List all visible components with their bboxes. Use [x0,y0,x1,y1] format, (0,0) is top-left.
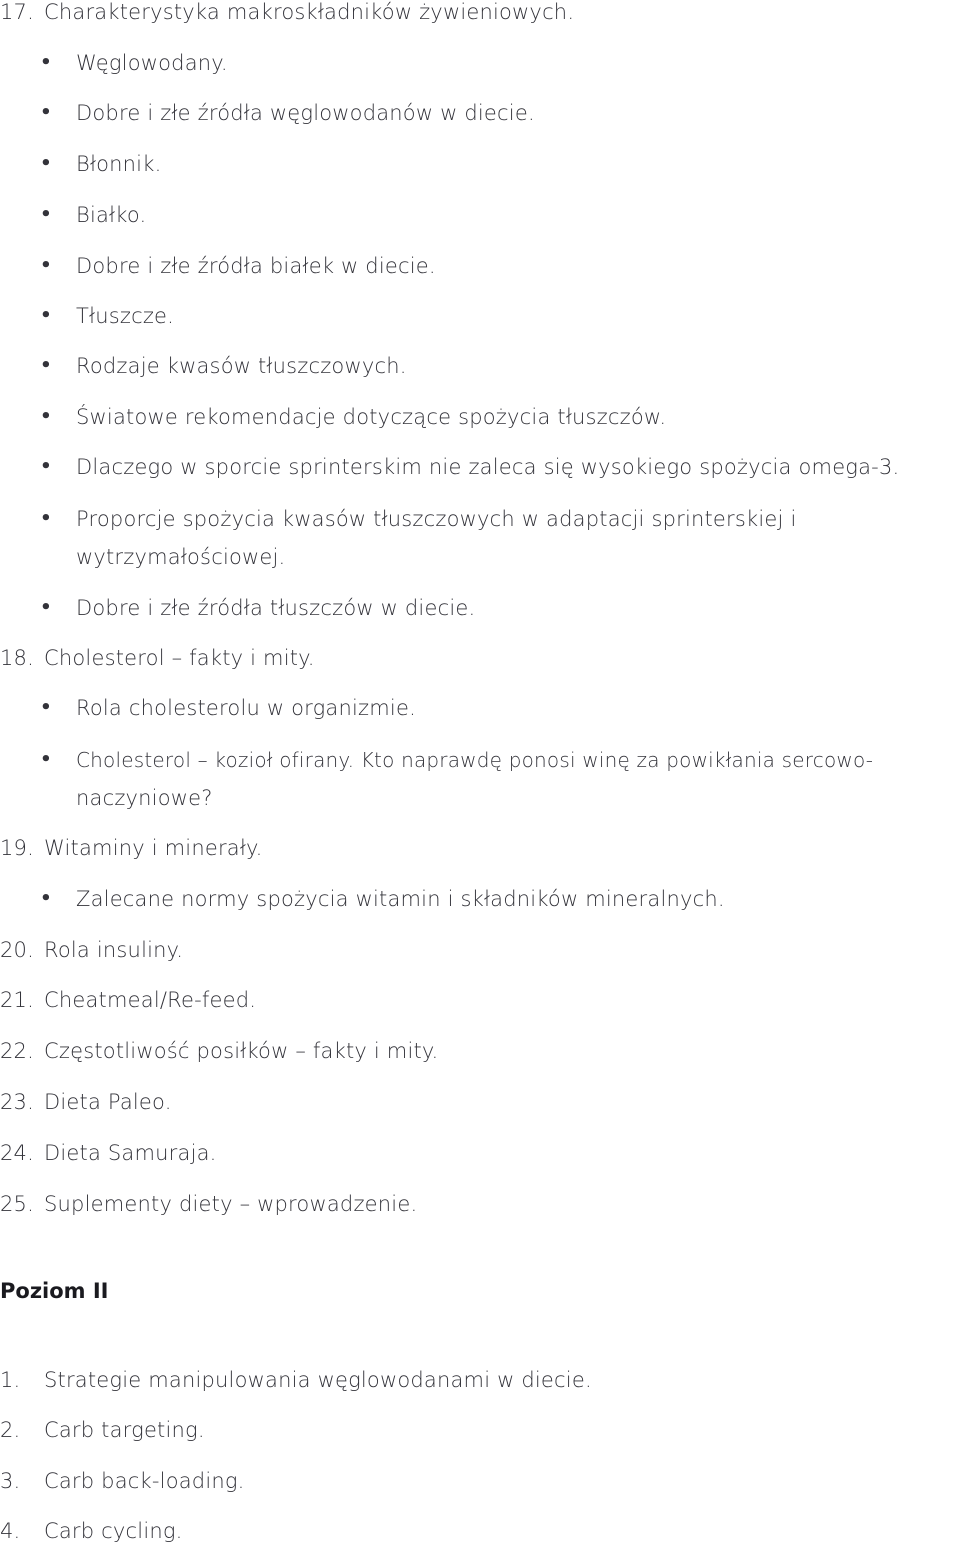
item-text: Dlaczego w sporcie sprinterskim nie zaleca się wysokiego spożycia omega-3. [76,455,900,479]
bullet-icon: • [40,52,52,73]
item-text-continuation: wytrzymałościowej. [76,545,286,569]
item-number: 1. [0,1368,21,1392]
bullet-icon: • [40,355,52,376]
item-text: Cholesterol – kozioł ofirany. Kto naprawdę ponosi winę za powikłania sercowo- [76,748,874,772]
item-number: 24. [0,1141,34,1165]
item-number: 25. [0,1192,34,1216]
bullet-icon: • [40,697,52,718]
item-text: Carb targeting. [44,1418,205,1442]
item-number: 18. [0,646,34,670]
item-number: 21. [0,988,34,1012]
item-text: Światowe rekomendacje dotyczące spożycia tłuszczów. [76,405,667,429]
item-text: Zalecane normy spożycia witamin i składników mineralnych. [76,887,725,911]
bullet-icon: • [40,102,52,123]
item-text-continuation: naczyniowe? [76,786,213,810]
item-text: Dieta Paleo. [44,1090,172,1114]
item-text: Carb back-loading. [44,1469,245,1493]
item-number: 3. [0,1469,21,1493]
item-text: Dobre i złe źródła białek w diecie. [76,254,436,278]
bullet-icon: • [40,406,52,427]
item-text: Dobre i złe źródła tłuszczów w diecie. [76,596,476,620]
item-text: Cholesterol – fakty i mity. [44,646,315,670]
item-text: Proporcje spożycia kwasów tłuszczowych w adaptacji sprinterskiej i [76,507,797,531]
item-number: 17. [0,0,34,24]
bullet-icon: • [40,749,52,770]
section-heading: Poziom II [0,1279,109,1303]
item-text: Rola insuliny. [44,938,184,962]
bullet-icon: • [40,153,52,174]
item-text: Białko. [76,203,147,227]
item-text: Cheatmeal/Re-feed. [44,988,257,1012]
item-number: 2. [0,1418,21,1442]
item-number: 22. [0,1039,34,1063]
item-text: Tłuszcze. [76,304,175,328]
item-text: Witaminy i minerały. [44,836,263,860]
bullet-icon: • [40,597,52,618]
item-number: 4. [0,1519,21,1543]
item-text: Węglowodany. [76,51,228,75]
item-text: Błonnik. [76,152,162,176]
bullet-icon: • [40,255,52,276]
bullet-icon: • [40,305,52,326]
bullet-icon: • [40,888,52,909]
bullet-icon: • [40,456,52,477]
item-text: Częstotliwość posiłków – fakty i mity. [44,1039,439,1063]
item-number: 19. [0,836,34,860]
item-text: Strategie manipulowania węglowodanami w diecie. [44,1368,592,1392]
bullet-icon: • [40,204,52,225]
item-text: Carb cycling. [44,1519,183,1543]
item-number: 23. [0,1090,34,1114]
item-text: Suplementy diety – wprowadzenie. [44,1192,418,1216]
bullet-icon: • [40,508,52,529]
item-text: Charakterystyka makroskładników żywieniowych. [44,0,575,24]
item-text: Dobre i złe źródła węglowodanów w diecie. [76,101,535,125]
item-text: Dieta Samuraja. [44,1141,217,1165]
item-number: 20. [0,938,34,962]
item-text: Rola cholesterolu w organizmie. [76,696,416,720]
item-text: Rodzaje kwasów tłuszczowych. [76,354,407,378]
